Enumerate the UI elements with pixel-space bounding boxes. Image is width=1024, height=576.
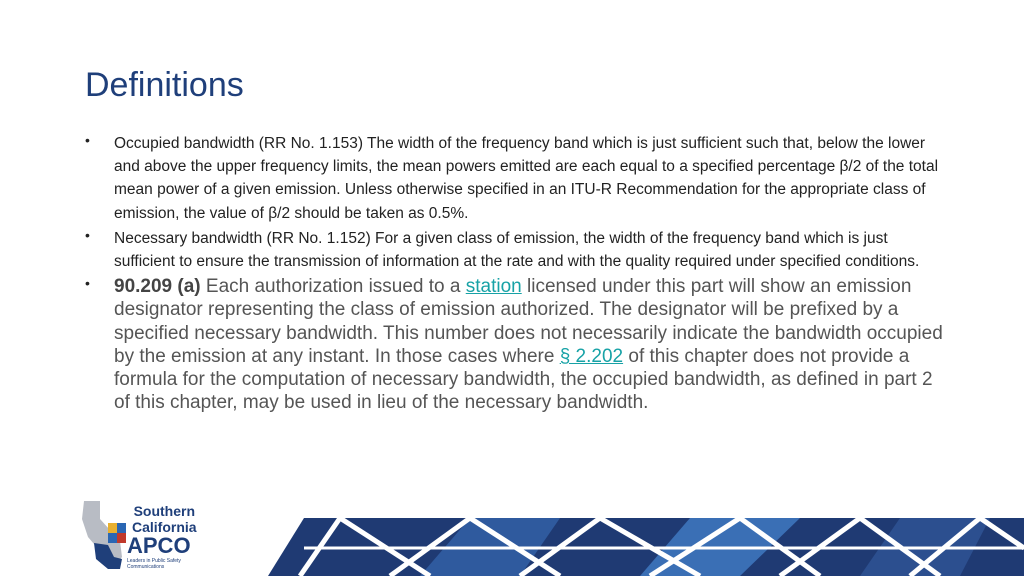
page-title: Definitions (85, 66, 244, 104)
text-segment: of this chapter does not provide a formula for the computation of necessary bandwidth, the occupied bandwidth, as defined in part 2 of this chapter, may be used in lieu of the necessary bandwidth. (114, 345, 933, 414)
logo-tagline: Leaders in Public Safety Communications (127, 558, 181, 570)
logo-apco: APCO (127, 533, 191, 558)
bullet-marker: • (85, 226, 90, 243)
necessary-bandwidth-definition: Necessary bandwidth (RR No. 1.152) For a given class of emission, the width of the frequency band which is just sufficient to ensure the transmission of information at the rate and with the quality required under specified conditions. (114, 229, 920, 271)
logo-line-southern: Southern (133, 503, 196, 519)
text-segment: Each authorization issued to a (200, 276, 466, 298)
station-link[interactable]: station (465, 276, 522, 298)
section-2-202-link[interactable]: § 2.202 (559, 345, 624, 367)
rule-number: 90.209 (a) (114, 276, 201, 298)
bullet-marker: • (85, 132, 90, 148)
southern-california-apco-logo (78, 497, 218, 575)
logo-wordmark (132, 503, 197, 535)
bullet-marker: • (85, 275, 90, 292)
text-segment: licensed under this part will show an emission designator representing the class of emission authorized. The designator will be prefixed by a specified necessary bandwidth. This number does not necessarily indicate the bandwidth occupied by the emission at any instant. In those cases where (114, 276, 943, 367)
logo-line-california: California (132, 519, 197, 535)
occupied-bandwidth-definition: Occupied bandwidth (RR No. 1.153) The width of the frequency band which is just sufficient such that, below the lower and above the upper frequency limits, the mean powers emitted are each equal to a specified percentage β/2 of the total mean power of a given emission. Unless otherwise specified in an ITU-R Recommendation for the appropriate class of emission, the value of β/2 should be taken as 0.5%. (114, 135, 939, 222)
